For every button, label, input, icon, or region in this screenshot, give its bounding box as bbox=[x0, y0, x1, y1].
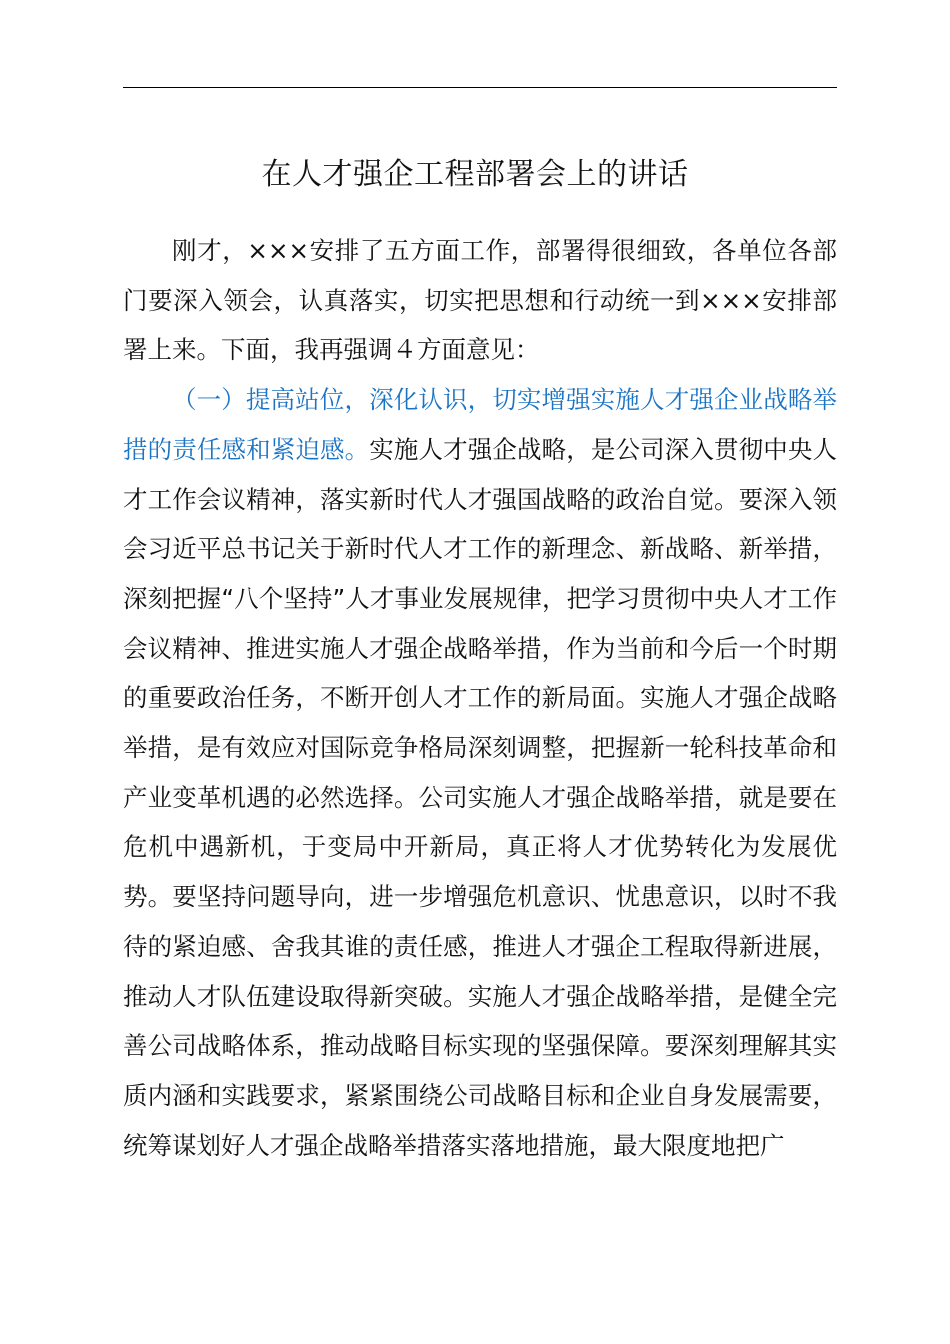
paragraph-intro bbox=[123, 226, 837, 375]
section-1-heading: （一）提高站位，深化认识，切实增强实施人才强企业战略举措的责任感和紧迫感。 bbox=[123, 385, 837, 464]
document-title: 在人才强企工程部署会上的讲话 bbox=[261, 157, 689, 192]
header-rule bbox=[123, 87, 837, 88]
section-1-text: 实施人才强企战略，是公司深入贯彻中央人才工作会议精神，落实新时代人才强国战略的政治自觉。要深入领会习近平总书记关于新时代人才工作的新理念、新战略、新举措，深刻把握“八个坚持”人才事业发展规律，把学习贯彻中央人才工作会议精神、推进实施人才强企战略举措，作为当前和今后一个时期的重要政治任务，不断开创人才工作的新局面。实施人才强企战略举措，是有效应对国际竞争格局深刻调整，把握新一轮科技革命和产业变革机遇的必然选择。公司实施人才强企战略举措，就是要在危机中遇新机，于变局中开新局，真正将人才优势转化为发展优势。要坚持问题导向，进一步增强危机意识、忧患意识，以时不我待的紧迫感、舍我其谁的责任感，推进人才强企工程取得新进展，推动人才队伍建设取得新突破。实施人才强企战略举措，是健全完善公司战略体系，推动战略目标实现的坚强保障。要深刻理解其实质内涵和实践要求，紧紧围绕公司战略目标和企业自身发展需要，统筹谋划好人才强企战略举措落实落地措施，最大限度地把广 bbox=[123, 434, 837, 1160]
document-body bbox=[123, 226, 837, 1170]
paragraph-intro-text: 刚才，×××安排了五方面工作，部署得很细致，各单位各部门要深入领会，认真落实，切实把思想和行动统一到×××安排部署上来。下面，我再强调４方面意见： bbox=[123, 236, 837, 365]
paragraph-section-1 bbox=[123, 375, 837, 1170]
